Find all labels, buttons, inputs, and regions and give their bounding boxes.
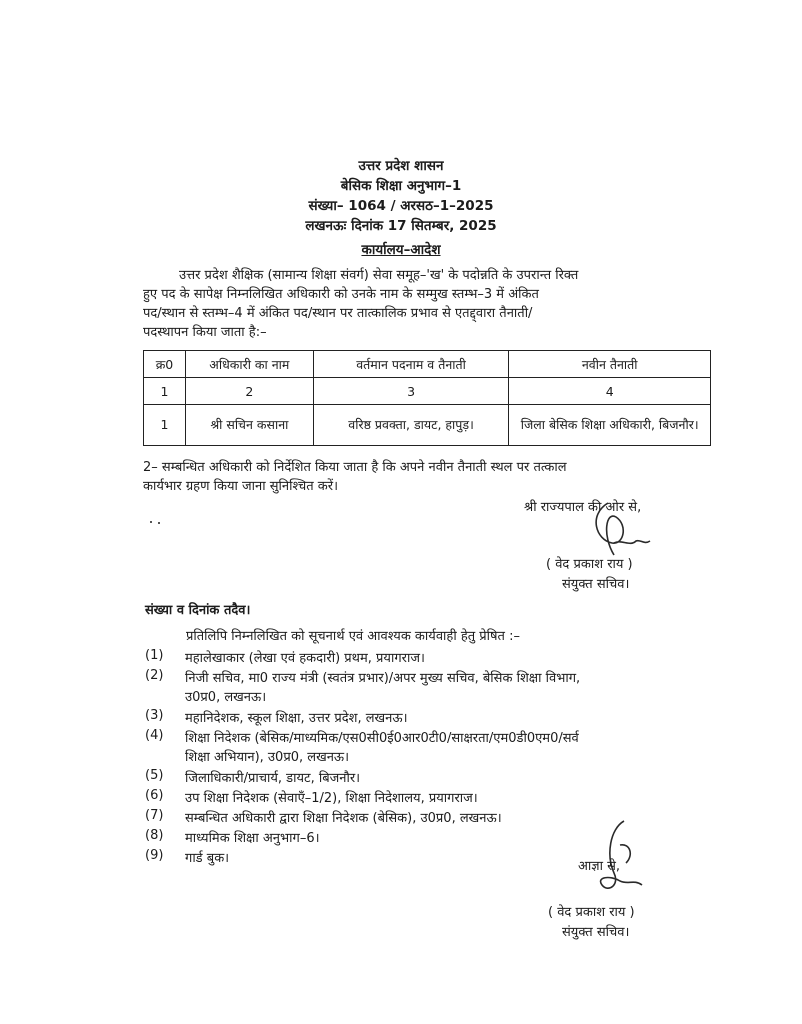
item-number: (7): [145, 808, 164, 823]
current-posting-cell: वरिष्ठ प्रवक्ता, डायट, हापुड़।: [313, 405, 509, 446]
item-text: माध्यमिक शिक्षा अनुभाग–6।: [185, 831, 320, 846]
column-header: अधिकारी का नाम: [185, 351, 313, 378]
item-text: जिलाधिकारी/प्राचार्य, डायट, बिजनौर।: [185, 771, 361, 786]
table-row: [144, 405, 711, 446]
signatory-name: ( वेद प्रकाश राय ): [546, 557, 633, 572]
new-posting-cell: जिला बेसिक शिक्षा अधिकारी, बिजनौर।: [509, 405, 711, 446]
scan-speck: [150, 521, 152, 523]
item-number: (6): [145, 788, 164, 803]
item-text: उप शिक्षा निदेशक (सेवाएँ–1/2), शिक्षा निदेशालय, प्रयागराज।: [185, 791, 478, 806]
item-number: (8): [145, 828, 164, 843]
instruction-line: 2– सम्बन्धित अधिकारी को निर्देशित किया जाता है कि अपने नवीन तैनाती स्थल पर तत्काल: [143, 460, 567, 475]
order-title: कार्यालय–आदेश: [361, 242, 441, 258]
copy-heading: संख्या व दिनांक तदैव।: [145, 603, 251, 618]
instruction-line: कार्यभार ग्रहण किया जाना सुनिश्चित करें।: [143, 479, 339, 494]
copy-intro: प्रतिलिपि निम्नलिखित को सूचनार्थ एवं आवश्यक कार्यवाही हेतु प्रेषित :–: [186, 629, 520, 644]
item-number: (3): [145, 708, 164, 723]
department-name: बेसिक शिक्षा अनुभाग–1: [340, 178, 462, 194]
item-text: महालेखाकार (लेखा एवं हकदारी) प्रथम, प्रयागराज।: [185, 651, 425, 666]
item-number: (4): [145, 728, 164, 743]
item-number: (1): [145, 648, 164, 663]
signatory-designation: संयुक्त सचिव।: [562, 925, 630, 940]
item-text: शिक्षा अभियान), उ0प्र0, लखनऊ।: [185, 750, 350, 765]
signatory-designation: संयुक्त सचिव।: [562, 577, 630, 592]
intro-paragraph: [143, 266, 711, 342]
item-text: गार्ड बुक।: [185, 851, 230, 866]
by-order-text: आज्ञा से,: [578, 859, 621, 874]
order-number: संख्या– 1064 / अरसठ–1–2025: [308, 198, 494, 214]
column-index: 4: [509, 378, 711, 405]
government-name: उत्तर प्रदेश शासन: [358, 158, 444, 174]
intro-line: पद/स्थान से स्तम्भ–4 में अंकित पद/स्थान पर तात्कालिक प्रभाव से एतद्द्वारा तैनाती/: [143, 306, 533, 321]
column-header: क्र0: [144, 351, 186, 378]
item-text: निजी सचिव, मा0 राज्य मंत्री (स्वतंत्र प्रभार)/अपर मुख्य सचिव, बेसिक शिक्षा विभाग,: [185, 671, 581, 686]
item-number: (9): [145, 848, 164, 863]
intro-line: पदस्थापन किया जाता है:–: [143, 325, 267, 340]
scan-speck: [158, 522, 160, 524]
serial-cell: 1: [144, 405, 186, 446]
table-header-row: [144, 351, 711, 378]
intro-line: उत्तर प्रदेश शैक्षिक (सामान्य शिक्षा संवर्ग) सेवा समूह–'ख' के पदोन्नति के उपरान्त रिक्त: [179, 268, 579, 283]
on-behalf-text: श्री राज्यपाल की ओर से,: [524, 500, 642, 515]
instruction-paragraph: [143, 458, 711, 496]
officer-name-cell: श्री सचिन कसाना: [185, 405, 313, 446]
item-text: सम्बन्धित अधिकारी द्वारा शिक्षा निदेशक (बेसिक), उ0प्र0, लखनऊ।: [185, 811, 502, 826]
column-index: 1: [144, 378, 186, 405]
item-text: महानिदेशक, स्कूल शिक्षा, उत्तर प्रदेश, लखनऊ।: [185, 711, 408, 726]
column-index: 2: [185, 378, 313, 405]
posting-table: [143, 350, 711, 446]
column-header: नवीन तैनाती: [509, 351, 711, 378]
item-text: उ0प्र0, लखनऊ।: [185, 690, 267, 705]
item-text: शिक्षा निदेशक (बेसिक/माध्यमिक/एस0सी0ई0आर0टी0/साक्षरता/एम0डी0एम0/सर्व: [185, 731, 579, 746]
item-number: (2): [145, 668, 164, 683]
column-index-row: [144, 378, 711, 405]
order-date: लखनऊः दिनांक 17 सितम्बर, 2025: [305, 218, 497, 234]
signatory-name: ( वेद प्रकाश राय ): [548, 905, 635, 920]
intro-line: हुए पद के सापेक्ष निम्नलिखित अधिकारी को उनके नाम के सम्मुख स्तम्भ–3 में अंकित: [143, 287, 539, 302]
column-index: 3: [313, 378, 509, 405]
column-header: वर्तमान पदनाम व तैनाती: [313, 351, 509, 378]
item-number: (5): [145, 768, 164, 783]
